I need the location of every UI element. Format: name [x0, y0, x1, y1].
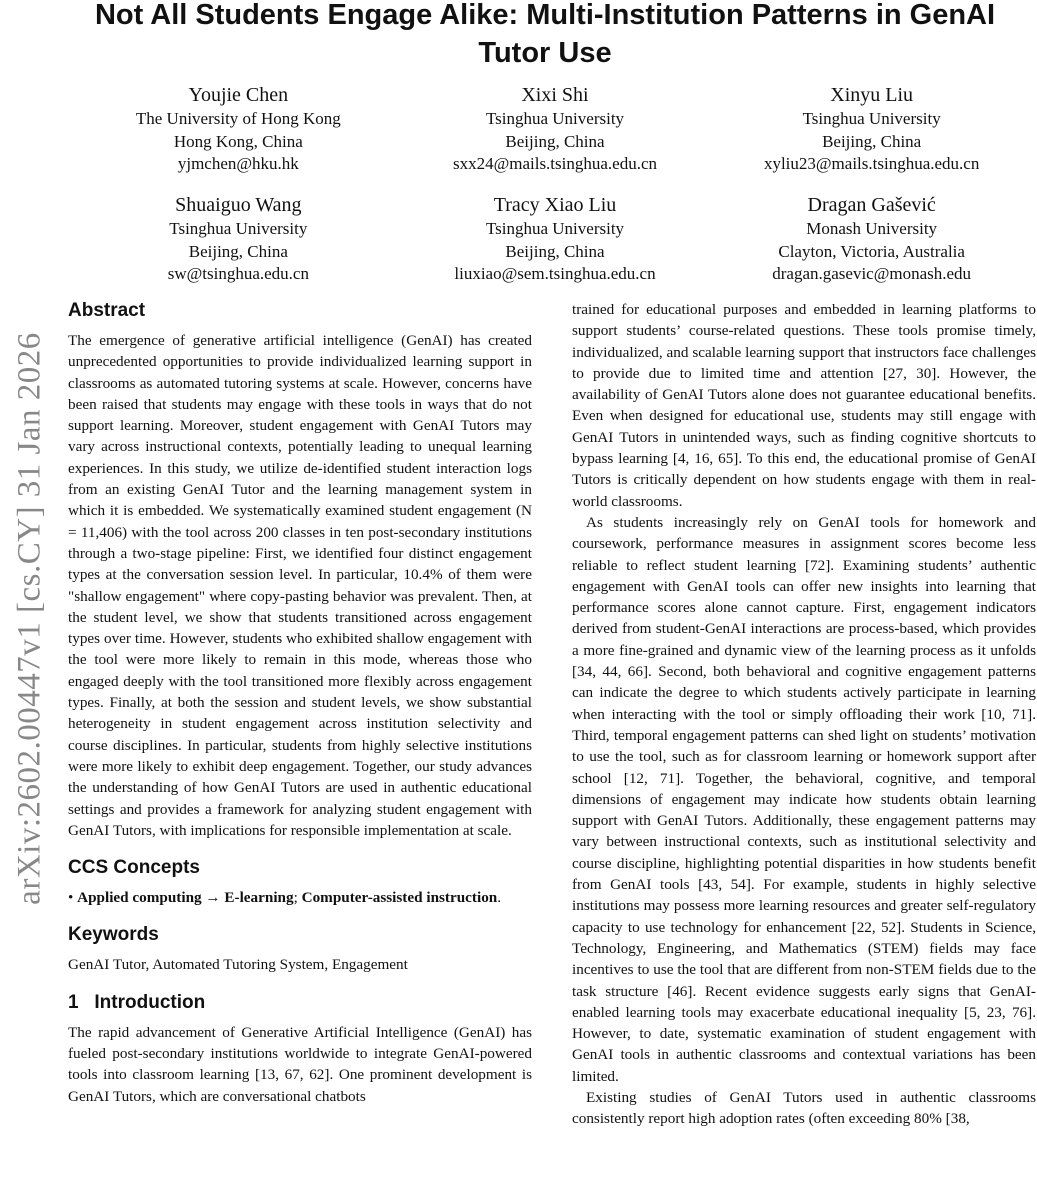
author-block: [80, 82, 397, 176]
author-row: [80, 82, 1030, 176]
author-name: Xinyu Liu: [830, 84, 914, 106]
author-location: Hong Kong, China: [173, 131, 303, 151]
author-affiliation: Tsinghua University: [485, 109, 625, 128]
author-block: [80, 192, 397, 286]
abstract-heading: Abstract: [68, 300, 146, 321]
ccs-heading: CCS Concepts: [68, 857, 200, 879]
author-email[interactable]: dragan.gasevic@monash.edu: [772, 264, 972, 283]
left-column: [68, 298, 532, 1107]
author-block: [713, 192, 1030, 286]
author-location: Clayton, Victoria, Australia: [778, 241, 965, 261]
body-paragraph: trained for educational purposes and embedded in learning platforms to support students’ course-related questions. These tools promise timely, individualized, and scalable learning support that instructors face challenges to provide due to limited time and attention [27, 30]. However, the availability of GenAI Tutors alone does not guarantee educational benefits. Even when designed for educational use, students may still engage with GenAI Tutors in unintended ways, such as finding cognitive shortcuts to bypass learning [4, 16, 65]. To this end, the educational promise of GenAI Tutors is critically dependent on how students engage with them in real-world classrooms.: [572, 301, 1036, 510]
arrow: →: [201, 889, 225, 907]
body-paragraph: As students increasingly rely on GenAI tools for homework and coursework, performance measures in assignment scores become less reliable to reflect student learning [72]. Examining students’ authentic engagement with GenAI tools can offer new insights into learning that performance scores alone cannot capture. First, engagement indicators derived from student-GenAI interactions are process-based, which provides a more fine-grained and dynamic view of the learning process as it unfolds [34, 44, 66]. Second, both behavioral and cognitive engagement patterns can indicate the degree to which students actively participate in learning when interacting with the tool or simply offloading their work [10, 71]. Third, temporal engagement patterns can shed light on students’ motivation to use the tool, such as for classroom learning or homework support after school [12, 71]. Together, the behavioral, cognitive, and temporal dimensions of engagement may indicate how students obtain learning support with GenAI Tutors. Additionally, these engagement patterns may vary between instructional contexts, such as institutional selectivity and course discipline, highlighting potential disparities in how students benefit from GenAI tools [43, 54]. For example, students in highly selective institutions may possess more learning resources and greater self-regulatory capacity to use technology for enhancement [22, 52]. Students in Science, Technology, Engineering, and Mathematics (STEM) fields may face incentives to use the tool that are different from non-STEM fields due to the task structure [46]. Recent evidence suggests early signs that GenAI-enabled learning tools may exacerbate educational inequality [5, 23, 76]. However, to date, systematic examination of student engagement with GenAI tools in authentic classrooms and contextual variations has been limited.: [572, 513, 1036, 1085]
author-block: [397, 192, 714, 286]
paper-title: Not All Students Engage Alike: Multi-Institution Patterns in GenAI Tutor Use: [94, 0, 996, 69]
author-affiliation: Tsinghua University: [169, 219, 308, 238]
right-column: [572, 299, 1036, 1130]
intro-paragraph: The rapid advancement of Generative Artificial Intelligence (GenAI) has fueled post-secondary institutions worldwide to integrate GenAI-powered tools into classroom learning [13, 67, 62]. One prominent development is GenAI Tutors, which are conversational chatbots: [68, 1023, 532, 1105]
introduction-heading: 1 Introduction: [68, 991, 206, 1013]
ccs-concepts: [68, 887, 532, 908]
author-name: Dragan Gašević: [807, 194, 936, 216]
ccs-term: E-learning: [224, 889, 294, 907]
keywords-heading: Keywords: [68, 924, 159, 946]
author-location: Beijing, China: [505, 241, 605, 261]
keywords-text: GenAI Tutor, Automated Tutoring System, Engagement: [68, 956, 408, 974]
author-email[interactable]: liuxiao@sem.tsinghua.edu.cn: [454, 264, 656, 283]
author-location: Beijing, China: [505, 131, 605, 151]
author-affiliation: The University of Hong Kong: [135, 109, 341, 128]
arxiv-identifier[interactable]: arXiv:2602.00447v1 [cs.CY] 31 Jan 2026: [11, 332, 48, 905]
ccs-term: Computer-assisted instruction: [301, 889, 498, 907]
ccs-term: Applied computing: [77, 889, 202, 907]
author-location: Beijing, China: [188, 241, 288, 261]
author-name: Tracy Xiao Liu: [493, 194, 617, 216]
author-email[interactable]: xyliu23@mails.tsinghua.edu.cn: [763, 154, 980, 173]
author-row: [80, 192, 1030, 286]
author-email[interactable]: sw@tsinghua.edu.cn: [167, 264, 309, 283]
author-name: Xixi Shi: [521, 84, 589, 106]
bullet: •: [68, 889, 78, 907]
abstract-text: The emergence of generative artificial intelligence (GenAI) has created unprecedented opportunities to provide individualized learning support in classrooms as automated tutoring systems at scale. However, concerns have been raised that students may engage with these tools in ways that do not support learning. Moreover, student engagement with GenAI Tutors may vary across instructional contexts, potentially leading to unequal learning experiences. In this study, we utilize de-identified student interaction logs from an existing GenAI Tutor and the learning management system in which it is embedded. We systematically examined student engagement (N = 11,406) with the tool across 200 classes in ten post-secondary institutions through a two-stage pipeline: First, we identified four distinct engagement types at the conversation session level. In particular, 10.4% of them were "shallow engagement" where copy-pasting behavior was prevalent. Then, at the student level, we show that students transitioned across engagement types over time. However, students who exhibited shallow engagement with the tool were more likely to remain in this mode, whereas those who engaged deeply with the tool transitioned more flexibly across engagement types. Finally, at both the session and student levels, we show substantial heterogeneity in student engagement across institution selectivity and course disciplines. In particular, students from highly selective institutions were more likely to exhibit deep engagement. Together, our study advances the understanding of how GenAI Tutors are used in authentic educational settings and provides a framework for analyzing student engagement with GenAI Tutors, with implications for responsible implementation at scale.: [68, 332, 532, 839]
author-affiliation: Monash University: [806, 219, 938, 238]
author-name: Shuaiguo Wang: [175, 194, 302, 216]
author-name: Youjie Chen: [188, 84, 289, 106]
author-block: [713, 82, 1030, 176]
author-affiliation: Tsinghua University: [485, 219, 625, 238]
body-paragraph: Existing studies of GenAI Tutors used in authentic classrooms consistently report high adoption rates (often exceeding 80% [38,: [572, 1088, 1036, 1128]
period: .: [497, 889, 502, 907]
author-block: [397, 82, 714, 176]
author-affiliation: Tsinghua University: [802, 109, 941, 128]
author-email[interactable]: sxx24@mails.tsinghua.edu.cn: [452, 154, 658, 173]
author-email[interactable]: yjmchen@hku.hk: [177, 154, 299, 173]
author-location: Beijing, China: [822, 131, 922, 151]
separator: ;: [293, 889, 302, 907]
